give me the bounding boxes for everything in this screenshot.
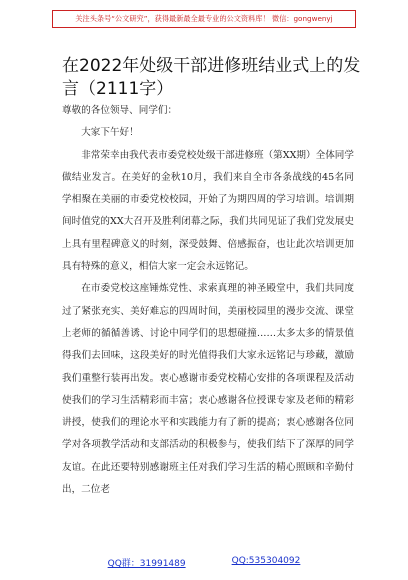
footer (0, 556, 408, 569)
document-title: 在2022年处级干部进修班结业式上的发言（2111字） (62, 56, 361, 99)
promo-banner-text: 关注头条号“公文研究”，获得最新最全最专业的公文资料库！ 微信：gongwenyj (75, 14, 333, 23)
footer-qq: QQ:535304092 (231, 556, 301, 566)
body-paragraph: 非常荣幸由我代表市委党校处级干部进修班（第XX期）全体同学做结业发言。在美好的金秋10月，我们来自全市各条战线的45名同学相聚在美丽的市委党校校园，开始了为期四周的学习培训。培训期间时值党的XX大召开及胜利闭幕之际，我们共同见证了我们党发展史上具有里程碑意义的时刻，深受鼓舞、倍感振奋，也让此次培训更加具有特殊的意义，相信大家一定会永远铭记。 (62, 149, 354, 273)
document-body (62, 100, 354, 501)
promo-banner (52, 10, 356, 28)
body-paragraph: 在市委党校这座锤炼党性、求索真理的神圣殿堂中，我们共同度过了紧张充实、美好难忘的四周时间，美丽校园里的漫步交流、课堂上老师的循循善诱、讨论中同学们的思想碰撞……太多太多的情景值得我们去回味，这段美好的时光值得我们大家永远铭记与珍藏，激励我们重整行装再出发。衷心感谢市委党校精心安排的各项课程及活动使我们的学习生活精彩而丰富；衷心感谢各位授课专家及老师的精彩讲授，使我们的理论水平和实践能力有了新的提高；衷心感谢各位同学对各项教学活动和支部活动的积极参与，使我们结下了深厚的同学友谊。在此还要特别感谢班主任对我们学习生活的精心照顾和辛勤付出，二位老 (62, 283, 354, 496)
salutation: 尊敬的各位领导、同学们： (62, 105, 178, 116)
footer-qq-group: QQ群：31991489 (107, 559, 186, 569)
greeting: 大家下午好！ (81, 127, 139, 139)
